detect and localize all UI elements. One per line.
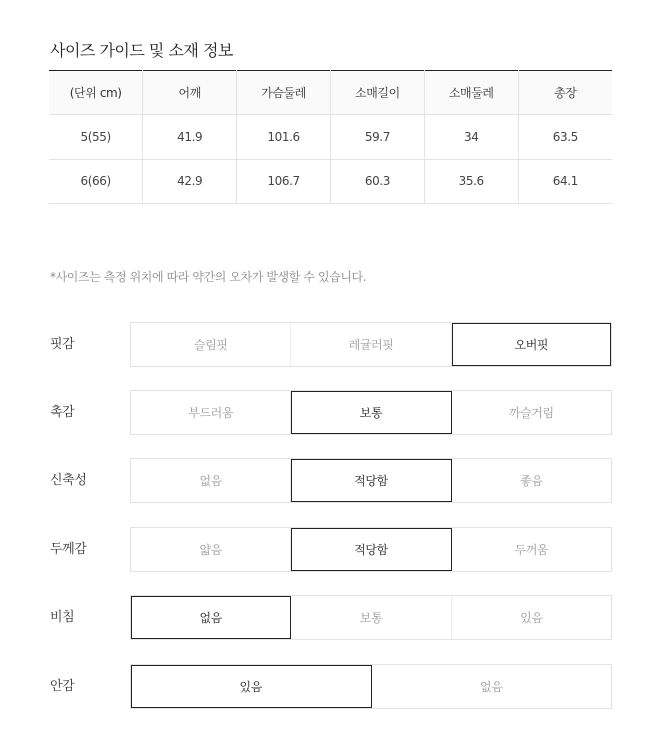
attr-label: 촉감 — [50, 405, 75, 420]
table-cell: 42.9 — [143, 159, 237, 204]
attr-row-fit — [0, 322, 646, 367]
attr-option[interactable]: 적당함 — [291, 528, 451, 571]
attr-option[interactable]: 적당함 — [291, 459, 451, 502]
table-row — [49, 159, 612, 204]
size-table-header-row — [49, 71, 612, 115]
attr-row-touch — [0, 390, 646, 435]
attr-option[interactable]: 까슬거림 — [508, 406, 554, 420]
attr-option[interactable]: 있음 — [520, 611, 543, 625]
header-unit: (단위 cm) — [49, 71, 143, 115]
attr-row-sheerness — [0, 595, 646, 640]
table-cell: 63.5 — [518, 115, 612, 160]
header-chest: 가슴둘레 — [237, 71, 331, 115]
attr-option[interactable]: 레귤러핏 — [291, 323, 451, 366]
attr-label: 핏감 — [50, 337, 75, 352]
attr-label: 안감 — [50, 679, 75, 694]
attr-option[interactable]: 없음 — [131, 596, 291, 639]
attr-options — [130, 527, 612, 572]
attr-option[interactable]: 보통 — [291, 391, 451, 434]
size-table — [49, 70, 612, 204]
attr-option[interactable]: 두꺼움 — [514, 543, 549, 557]
table-row — [49, 115, 612, 160]
attr-row-thickness — [0, 527, 646, 572]
header-sleeve-length: 소매길이 — [330, 71, 424, 115]
attr-label: 비침 — [50, 610, 75, 625]
attr-option[interactable]: 없음 — [131, 459, 291, 502]
header-total-length: 총장 — [518, 71, 612, 115]
attr-option[interactable]: 슬림핏 — [131, 323, 291, 366]
size-note: *사이즈는 측정 위치에 따라 약간의 오차가 발생할 수 있습니다. — [50, 270, 367, 284]
header-shoulder: 어깨 — [143, 71, 237, 115]
table-cell: 101.6 — [237, 115, 331, 160]
size-label: 5(55) — [49, 115, 143, 160]
table-cell: 106.7 — [237, 159, 331, 204]
table-cell: 41.9 — [143, 115, 237, 160]
attr-option[interactable]: 오버핏 — [452, 323, 611, 366]
size-label: 6(66) — [49, 159, 143, 204]
table-cell: 64.1 — [518, 159, 612, 204]
attr-option[interactable]: 있음 — [131, 665, 372, 708]
attr-options — [130, 390, 612, 435]
attr-options — [130, 458, 612, 503]
section-title: 사이즈 가이드 및 소재 정보 — [50, 41, 233, 60]
table-cell: 34 — [424, 115, 518, 160]
attr-row-stretch — [0, 458, 646, 503]
attr-option[interactable]: 얇음 — [131, 528, 291, 571]
attr-label: 두께감 — [50, 542, 87, 557]
attr-row-lining — [0, 664, 646, 709]
attr-options — [130, 595, 612, 640]
attr-option[interactable]: 부드러움 — [131, 391, 291, 434]
attr-option[interactable]: 보통 — [291, 596, 451, 639]
attr-options — [130, 664, 612, 709]
attr-label: 신축성 — [50, 473, 87, 488]
table-cell: 59.7 — [330, 115, 424, 160]
attr-options — [130, 322, 612, 367]
attr-option[interactable]: 없음 — [480, 680, 503, 694]
table-cell: 35.6 — [424, 159, 518, 204]
table-cell: 60.3 — [330, 159, 424, 204]
header-sleeve-width: 소매둘레 — [424, 71, 518, 115]
attr-option[interactable]: 좋음 — [520, 474, 543, 488]
